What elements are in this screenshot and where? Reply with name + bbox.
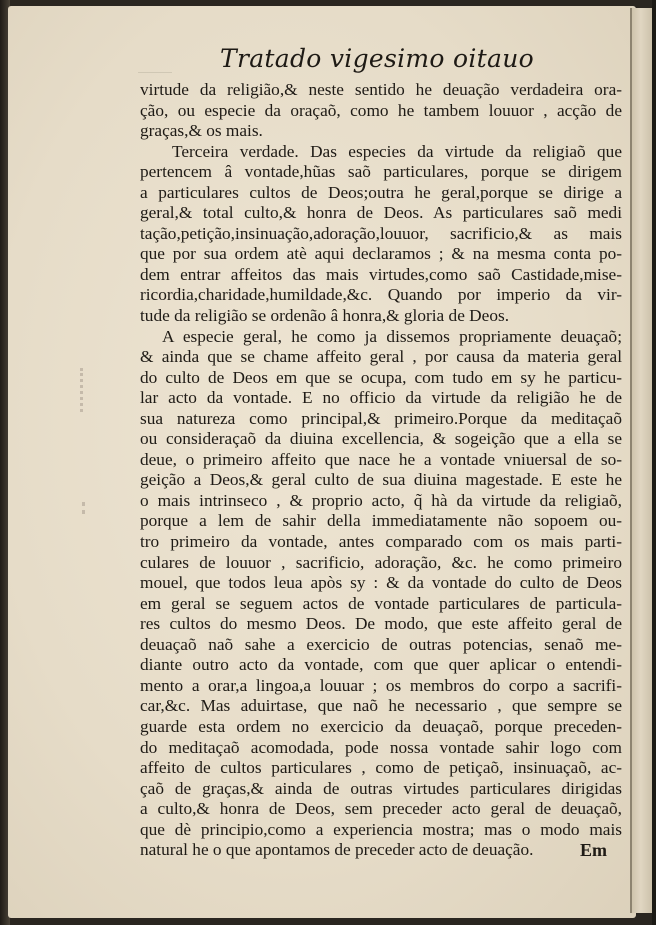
- text-line: porque a lem de sahir della immediatamente não sopoem ou-: [140, 511, 622, 531]
- show-through-mark: [82, 502, 119, 514]
- text-line: ou consideraçaõ da diuina excellencia, & sogeição que a ella se: [140, 429, 622, 449]
- text-line: a culto,& honra de Deos, sem preceder acto geral de deuaçaõ,: [140, 799, 622, 819]
- text-line: que dè principio,como a experiencia mostra; mas o modo mais: [140, 819, 622, 839]
- show-through-mark: [138, 50, 172, 73]
- text-line: mouel, que todos leua apòs sy : & da vontade do culto de Deos: [140, 573, 622, 593]
- text-line: diante outro acto da vontade, com que quer aplicar o entendi-: [140, 655, 622, 675]
- book-edge-shadow: [652, 0, 656, 925]
- text-line: do culto de Deos em que se ocupa, com tudo em sy he particu-: [140, 367, 622, 387]
- text-line: graças,& os mais.: [140, 121, 263, 141]
- text-line: lar acto da vontade. E no officio da virtude da religião he de: [140, 388, 622, 408]
- text-line: culares de louuor , sacrificio, adoração, &c. he como primeiro: [140, 552, 622, 572]
- text-line: A especie geral, he como ja dissemos propriamente deuaçaõ;: [162, 326, 622, 346]
- running-head: Tratado vigesimo oitauo: [220, 44, 534, 73]
- text-line: res cultos do mesmo Deos. De modo, que este affeito geral de: [140, 614, 622, 634]
- text-line: a particulares cultos de Deos;outra he geral,porque se dirige a: [140, 182, 622, 202]
- text-line: affeito de cultos particulares , como de petiçaõ, insinuaçaõ, ac-: [140, 758, 622, 778]
- text-line: tro primeiro da vontade, antes comparado com os mais parti-: [140, 532, 622, 552]
- catchword: Em: [580, 840, 607, 860]
- text-line: guarde esta ordem no exercicio da deuaçaõ, porque preceden-: [140, 716, 622, 736]
- text-line: deue, o primeiro affeito que nace he a vontade vniuersal de so-: [140, 449, 622, 469]
- text-line: virtude da religião,& neste sentido he deuação verdadeira ora-: [140, 80, 622, 99]
- text-line: sua natureza como principal,& primeiro.Porque da meditaçaõ: [140, 408, 622, 428]
- text-line: & ainda que se chame affeito geral , por causa da materia geral: [140, 347, 622, 367]
- text-line: o mais intrinseco , & proprio acto, q̃ hà da virtude da religiaõ,: [140, 490, 622, 510]
- text-line: do meditaçaõ acomodada, pode nossa vontade sahir logo com: [140, 737, 622, 757]
- text-line: car,&c. Mas aduirtase, que naõ he necessario , que sempre se: [140, 696, 622, 716]
- text-line: tude da religião se ordenão â honra,& gloria de Deos.: [140, 306, 510, 326]
- body-text: [140, 80, 622, 861]
- text-line: mento a orar,a lingoa,a louuar ; os membros do corpo a sacrifi-: [140, 675, 622, 695]
- text-line: dem entrar affeitos das mais virtudes,como saõ Castidade,mise-: [140, 264, 622, 284]
- text-line: ricordia,charidade,humildade,&c. Quando por imperio da vir-: [140, 285, 622, 305]
- text-line: geral,& total culto,& honra de Deos. As particulares saõ medi: [140, 203, 622, 223]
- text-line: em geral se seguem actos de vontade particulares de particula-: [140, 593, 622, 613]
- text-line: çaõ de graças,& ainda de outras virtudes particulares dirigidas: [140, 778, 622, 798]
- page-fore-edge: [630, 8, 654, 913]
- text-line: tação,petição,insinuação,adoração,louuor, sacrificio,& as mais: [140, 223, 622, 243]
- text-line: deuaçaõ naõ sahe a exercicio de outras potencias, senaõ me-: [140, 634, 622, 654]
- text-line: geição a Deos,& geral culto de sua diuina magestade. E este he: [140, 470, 622, 490]
- text-line: que por sua ordem atè aqui declaramos ; & na mesma conta po-: [140, 244, 622, 264]
- text-line: Terceira verdade. Das especies da virtude da religiaõ que: [172, 141, 622, 161]
- text-line: pertencem â vontade,hũas saõ particulares, porque se dirigem: [140, 162, 622, 182]
- text-line: natural he o que apontamos de preceder acto de deuação.: [140, 840, 534, 860]
- text-line: ção, ou especie da oraçaõ, como he tambem louuor , acção de: [140, 100, 622, 120]
- show-through-mark: [80, 368, 119, 412]
